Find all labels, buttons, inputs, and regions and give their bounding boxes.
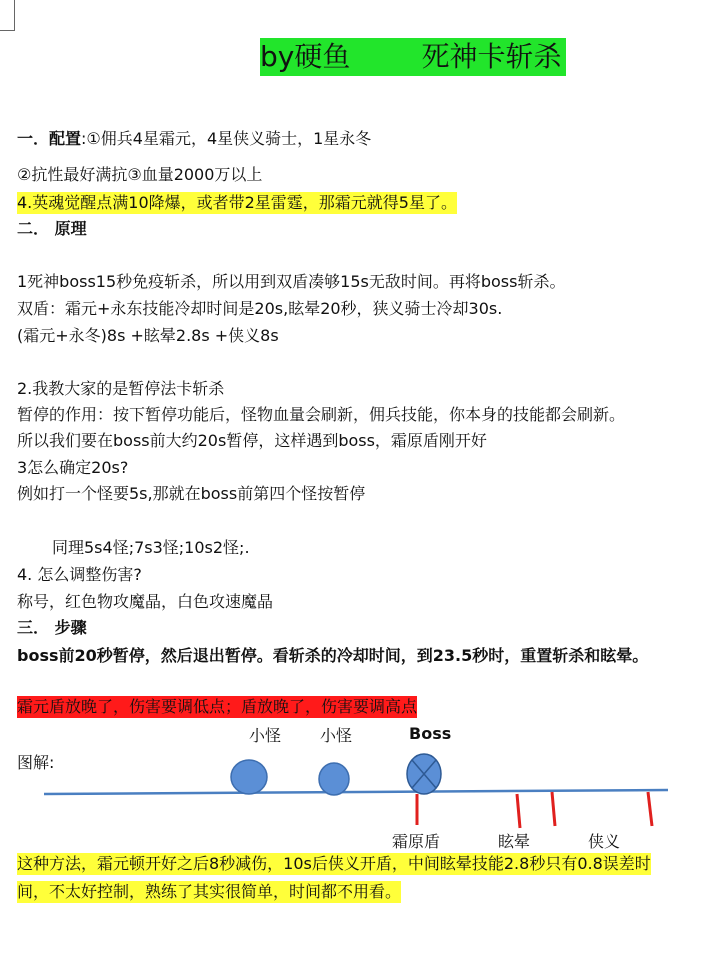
mark-label-stun: 眩晕: [498, 832, 531, 851]
principle-para-11: 称号，红色物攻魔晶，白色攻速魔晶: [17, 592, 274, 611]
principle-para-7: 3怎么确定20s?: [17, 458, 129, 477]
diagram-boss-label: Boss: [409, 724, 452, 743]
principle-para-10: 4. 怎么调整伤害?: [17, 565, 142, 584]
timeline-line: [44, 790, 668, 794]
mark-label-frost-shield: 霜原盾: [392, 832, 441, 851]
section-3-heading: 三． 步骤: [17, 618, 87, 637]
principle-para-4: 2.我教大家的是暂停法卡斩杀: [17, 379, 225, 398]
section-1-resistance: ②抗性最好满抗③血量2000万以上: [17, 165, 263, 184]
section-1-heading: [17, 128, 371, 150]
diagram-mob-label-1: 小怪: [249, 726, 282, 745]
principle-para-2: 双盾：霜元+永东技能冷却时间是20s,眩晕20秒，狭义骑士冷却30s.: [17, 299, 503, 318]
footer-line-1: 这种方法，霜元顿开好之后8秒减伤，10s后侠义开盾，中间眩晕技能2.8秒只有0.8误差时: [17, 854, 651, 873]
boss-circle: [407, 754, 441, 794]
page-corner-mark: [0, 0, 15, 31]
section-1-label: 配置: [49, 129, 82, 148]
mob-circle-1: [231, 760, 267, 794]
diagram-mob-label-2: 小怪: [320, 726, 353, 745]
mark-stun-end: [552, 792, 555, 826]
page-title: by硬鱼 死神卡斩杀: [260, 38, 566, 76]
mark-label-chivalry: 侠义: [588, 832, 621, 851]
diagram-label: 图解:: [17, 753, 55, 772]
section-1-awakening: 4.英魂觉醒点满10降爆，或者带2星雷霆，那霜元就得5星了。: [17, 193, 457, 212]
principle-para-3: (霜元+永冬)8s +眩晕2.8s +侠义8s: [17, 326, 279, 345]
principle-para-6: 所以我们要在boss前大约20s暂停，这样遇到boss，霜原盾刚开好: [17, 431, 487, 450]
principle-para-5: 暂停的作用：按下暂停功能后，怪物血量会刷新，佣兵技能，你本身的技能都会刷新。: [17, 405, 626, 424]
mark-chivalry: [648, 792, 652, 826]
mark-stun: [517, 794, 520, 828]
footer-line-2: 间，不太好控制，熟练了其实很简单，时间都不用看。: [17, 882, 402, 901]
steps-warning: 霜元盾放晚了，伤害要调低点；盾放晚了，伤害要调高点: [17, 697, 418, 716]
principle-para-8: 例如打一个怪要5s,那就在boss前第四个怪按暂停: [17, 484, 366, 503]
steps-para-1: boss前20秒暂停，然后退出暂停。看斩杀的冷却时间，到23.5秒时，重置斩杀和眩晕。: [17, 646, 649, 665]
section-1-config: :①佣兵4星霜元，4星侠义骑士，1星永冬: [81, 129, 372, 148]
section-2-heading: 二． 原理: [17, 219, 87, 238]
mob-circle-2: [319, 763, 349, 795]
section-1-number: 一．: [17, 129, 50, 148]
principle-para-9: 同理5s4怪;7s3怪;10s2怪;.: [52, 538, 250, 557]
principle-para-1: 1死神boss15秒免疫斩杀，所以用到双盾凑够15s无敌时间。再将boss斩杀。: [17, 272, 566, 291]
